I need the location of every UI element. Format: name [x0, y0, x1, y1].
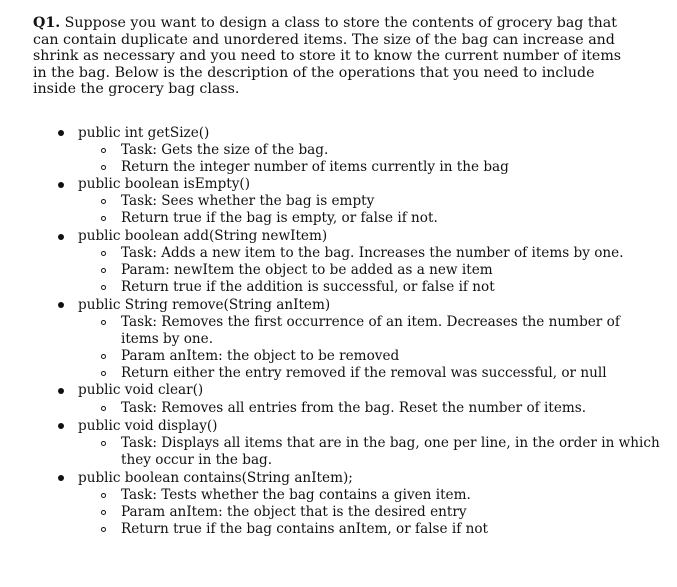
- method-detail: Return true if the bag contains anItem, or false if not: [121, 521, 488, 537]
- circle-bullet-icon: [101, 320, 106, 325]
- circle-bullet-icon: [101, 165, 106, 170]
- bullet-dot-icon: [58, 130, 64, 136]
- method-detail: Return either the entry removed if the removal was successful, or null: [121, 365, 607, 381]
- method-detail: Param: newItem the object to be added as a new item: [121, 262, 493, 278]
- circle-bullet-icon: [101, 527, 106, 532]
- circle-bullet-icon: [101, 510, 106, 515]
- method-detail: Return true if the addition is successful, or false if not: [121, 279, 495, 295]
- method-signature-remove: public String remove(String anItem): [78, 297, 331, 313]
- bullet-dot-icon: [58, 388, 64, 394]
- circle-bullet-icon: [101, 268, 106, 273]
- circle-bullet-icon: [101, 285, 106, 290]
- bullet-dot-icon: [58, 234, 64, 240]
- method-detail: Task: Tests whether the bag contains a given item.: [121, 487, 471, 503]
- circle-bullet-icon: [101, 354, 106, 359]
- method-detail: Task: Removes the first occurrence of an item. Decreases the number of: [121, 314, 620, 330]
- method-detail-continuation: they occur in the bag.: [121, 452, 273, 468]
- circle-bullet-icon: [101, 441, 106, 446]
- method-signature-clear: public void clear(): [78, 382, 204, 398]
- question-paragraph: [33, 15, 633, 98]
- bullet-dot-icon: [58, 475, 64, 481]
- bullet-dot-icon: [58, 423, 64, 429]
- circle-bullet-icon: [101, 216, 106, 221]
- bullet-dot-icon: [58, 182, 64, 188]
- circle-bullet-icon: [101, 199, 106, 204]
- method-signature-contains: public boolean contains(String anItem);: [78, 470, 353, 486]
- method-detail: Task: Adds a new item to the bag. Increases the number of items by one.: [121, 245, 624, 261]
- question-label: Q1.: [33, 15, 61, 31]
- method-detail-continuation: items by one.: [121, 331, 214, 347]
- circle-bullet-icon: [101, 371, 106, 376]
- method-signature-add: public boolean add(String newItem): [78, 228, 328, 244]
- method-detail: Return the integer number of items currently in the bag: [121, 159, 509, 175]
- method-detail: Task: Sees whether the bag is empty: [121, 193, 375, 209]
- question-text: Suppose you want to design a class to store the contents of grocery bag that can contain duplicate and unordered items. The size of the bag can increase and shrink as necessary and you need to store it to know the current number of items in the bag. Below is the description of the operations that you need to include inside the grocery bag class.: [33, 15, 622, 98]
- circle-bullet-icon: [101, 251, 106, 256]
- method-detail: Param anItem: the object that is the desired entry: [121, 504, 467, 520]
- method-signature-display: public void display(): [78, 418, 218, 434]
- method-detail: Task: Gets the size of the bag.: [121, 142, 329, 158]
- method-detail: Param anItem: the object to be removed: [121, 348, 400, 364]
- bullet-dot-icon: [58, 302, 64, 308]
- circle-bullet-icon: [101, 148, 106, 153]
- method-signature-getsize: public int getSize(): [78, 125, 210, 141]
- circle-bullet-icon: [101, 406, 106, 411]
- circle-bullet-icon: [101, 493, 106, 498]
- method-detail: Task: Displays all items that are in the bag, one per line, in the order in which: [121, 435, 660, 451]
- method-detail: Task: Removes all entries from the bag. Reset the number of items.: [121, 400, 587, 416]
- method-signature-isempty: public boolean isEmpty(): [78, 176, 251, 192]
- method-detail: Return true if the bag is empty, or false if not.: [121, 210, 438, 226]
